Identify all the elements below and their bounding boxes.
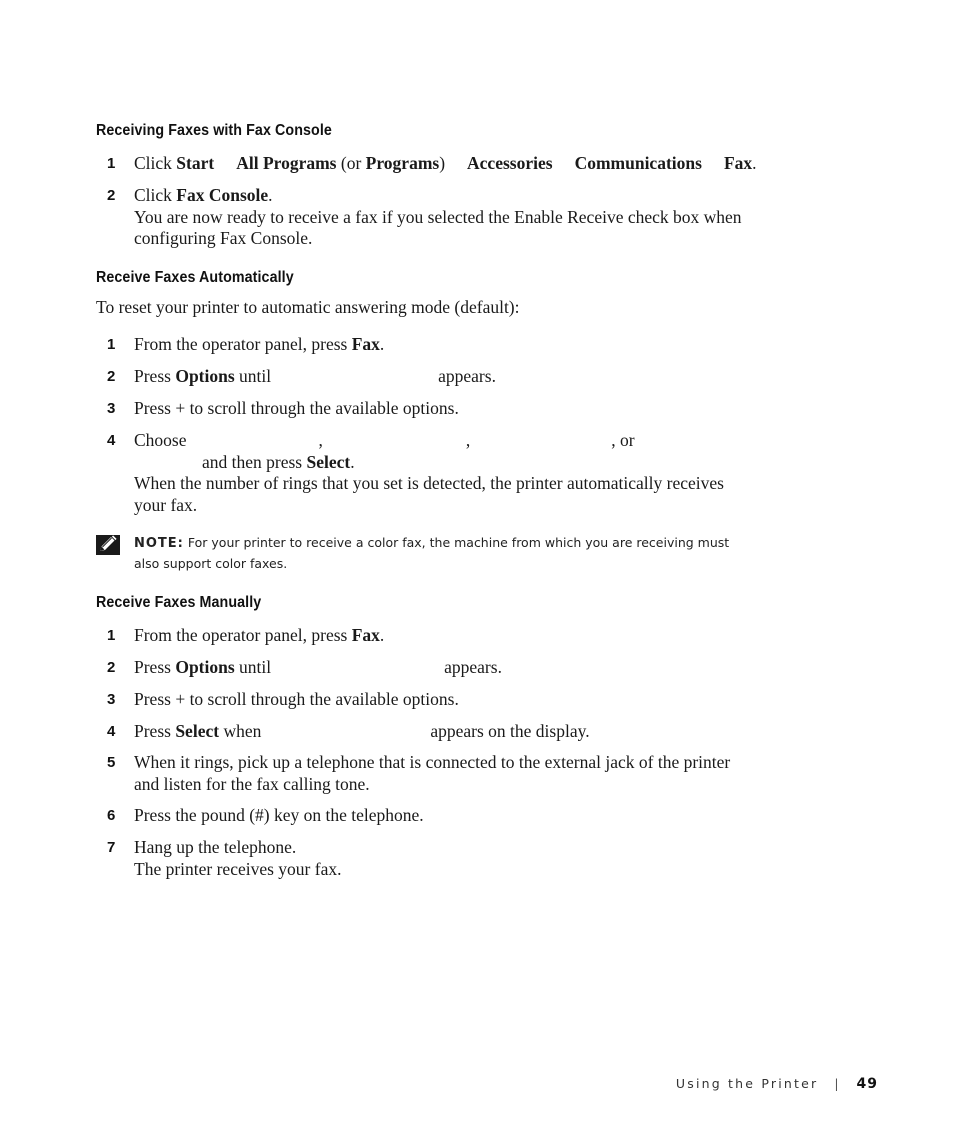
section-title-fax-console: Receiving Faxes with Fax Console bbox=[96, 122, 332, 139]
step-number: 2 bbox=[107, 368, 116, 385]
list-item bbox=[107, 805, 767, 827]
step-text: When it rings, pick up a telephone that is connected to the external jack of the printer and listen for the fax calling tone. bbox=[134, 752, 731, 794]
list-item bbox=[107, 153, 767, 175]
step-number: 2 bbox=[107, 659, 116, 676]
intro-paragraph: To reset your printer to automatic answering mode (default): bbox=[96, 297, 520, 317]
step-text: Click Fax Console. You are now ready to receive a fax if you selected the Enable Receive check box when configuring Fax Console. bbox=[134, 185, 742, 248]
step-number: 5 bbox=[107, 754, 116, 771]
list-item bbox=[107, 185, 767, 250]
step-number: 3 bbox=[107, 691, 116, 708]
step-text: Press the pound (#) key on the telephone. bbox=[134, 805, 424, 825]
list-item bbox=[107, 625, 767, 647]
list-item bbox=[107, 837, 767, 880]
footer-separator: | bbox=[834, 1076, 839, 1091]
step-number: 1 bbox=[107, 155, 116, 172]
pencil-note-icon bbox=[96, 535, 120, 555]
step-number: 4 bbox=[107, 432, 116, 449]
step-text: Press Options until appears. bbox=[134, 366, 496, 386]
list-item bbox=[107, 398, 767, 420]
section-title-receive-automatically: Receive Faxes Automatically bbox=[96, 269, 294, 286]
step-text: Click Start All Programs (or Programs) Accessories Communications Fax. bbox=[134, 153, 757, 173]
list-item bbox=[107, 430, 767, 516]
step-text: Press Options until appears. bbox=[134, 657, 502, 677]
step-text: Press + to scroll through the available options. bbox=[134, 689, 459, 709]
step-number: 3 bbox=[107, 400, 116, 417]
page-footer bbox=[676, 1076, 878, 1092]
step-number: 1 bbox=[107, 627, 116, 644]
list-item bbox=[107, 752, 767, 795]
step-text: Hang up the telephone. The printer receives your fax. bbox=[134, 837, 342, 879]
page-number: 49 bbox=[856, 1076, 878, 1092]
step-text: From the operator panel, press Fax. bbox=[134, 334, 385, 354]
list-item bbox=[107, 721, 767, 743]
step-number: 1 bbox=[107, 336, 116, 353]
note-box bbox=[96, 533, 776, 573]
list-item bbox=[107, 366, 767, 388]
list-item bbox=[107, 334, 767, 356]
step-text: From the operator panel, press Fax. bbox=[134, 625, 385, 645]
step-number: 4 bbox=[107, 723, 116, 740]
list-item bbox=[107, 689, 767, 711]
step-text: Press + to scroll through the available options. bbox=[134, 398, 459, 418]
step-number: 6 bbox=[107, 807, 116, 824]
step-number: 2 bbox=[107, 187, 116, 204]
step-number: 7 bbox=[107, 839, 116, 856]
section-title-receive-manually: Receive Faxes Manually bbox=[96, 594, 262, 611]
note-text: NOTE: For your printer to receive a color fax, the machine from which you are receiving must also support color faxes. bbox=[134, 535, 730, 571]
list-item bbox=[107, 657, 767, 679]
step-text: Choose , , , or and then press Select. When the number of rings that you set is detected, the printer automatically receives your fax. bbox=[134, 430, 724, 515]
note-label: NOTE: bbox=[134, 536, 184, 551]
footer-section-title: Using the Printer bbox=[675, 1076, 819, 1091]
step-text: Press Select when appears on the display. bbox=[134, 721, 590, 741]
